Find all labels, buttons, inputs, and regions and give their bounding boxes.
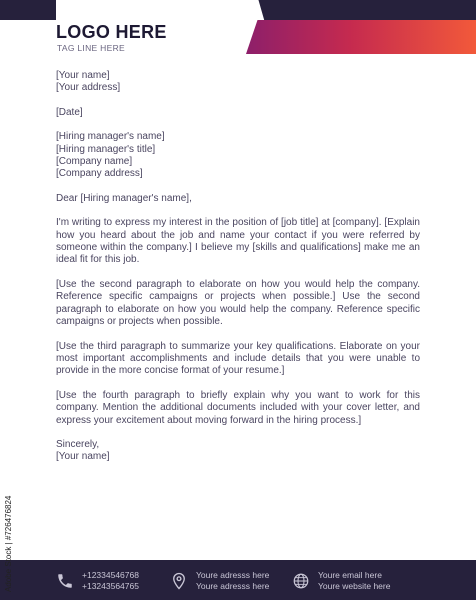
header-dark-band xyxy=(0,0,476,20)
recipient-name: [Hiring manager's name] xyxy=(56,131,165,143)
paragraph-2-block xyxy=(56,279,420,329)
logo-text: LOGO HERE xyxy=(56,22,167,42)
phone-text xyxy=(82,570,139,592)
salutation: Dear [Hiring manager's name], xyxy=(56,192,192,204)
phone-1: +12334546768 xyxy=(82,570,139,580)
paragraph-3: [Use the third paragraph to summarize your key qualifications. Elaborate on your most important accomplishments and include details that you were unable to provide in the more concise format of your resume.] xyxy=(56,340,420,377)
signature: [Your name] xyxy=(56,451,110,463)
paragraph-2: [Use the second paragraph to elaborate on how you would help the company. Reference specific campaigns or projects when possible.] Use the second paragraph to elaborate on how you would help the company. Reference specific campaigns or projects when possible. xyxy=(56,278,420,328)
email: Youre email here xyxy=(318,570,382,580)
salutation-block xyxy=(56,193,420,205)
paragraph-3-block xyxy=(56,341,420,378)
recipient-company: [Company name] xyxy=(56,156,133,168)
sender-block xyxy=(56,70,420,95)
web-text xyxy=(318,570,390,592)
recipient-title: [Hiring manager's title] xyxy=(56,143,156,155)
address-text xyxy=(196,570,269,592)
paragraph-4: [Use the fourth paragraph to briefly explain why you want to work for this company. Mention the additional documents included with your cover letter, and express your excitement about moving forward in the hiring process.] xyxy=(56,389,420,426)
website: Youre website here xyxy=(318,581,391,591)
location-pin-icon xyxy=(170,572,188,590)
paragraph-1: I'm writing to express my interest in the position of [job title] at [company]. [Explain how you heard about the job and name your contact if you were referred by someone within the company.] I believe my [skills and qualifications] make me an ideal fit for this job. xyxy=(56,217,420,266)
footer-address xyxy=(170,570,269,592)
closing: Sincerely, xyxy=(56,438,100,450)
paragraph-4-block xyxy=(56,390,420,427)
recipient-address: [Company address] xyxy=(56,168,143,180)
phone-2: +13243564765 xyxy=(82,581,139,591)
phone-icon xyxy=(56,572,74,590)
globe-icon xyxy=(292,572,310,590)
tagline: TAG LINE HERE xyxy=(57,43,125,53)
date-block xyxy=(56,107,420,119)
header-dark-corner xyxy=(0,0,56,20)
date: [Date] xyxy=(56,106,83,118)
letter-body xyxy=(56,70,420,476)
recipient-block xyxy=(56,131,420,181)
header-gradient-band xyxy=(246,20,476,54)
address-2: Youre adresss here xyxy=(196,581,270,591)
sender-address: [Your address] xyxy=(56,82,121,94)
address-1: Youre adresss here xyxy=(196,570,270,580)
footer-phone xyxy=(56,570,139,592)
footer-web xyxy=(292,570,390,592)
footer-bar xyxy=(0,560,476,600)
closing-block xyxy=(56,439,420,464)
stock-id-watermark: Adobe Stock | #726476824 xyxy=(4,495,13,592)
paragraph-1-block xyxy=(56,217,420,267)
sender-name: [Your name] xyxy=(56,70,110,81)
